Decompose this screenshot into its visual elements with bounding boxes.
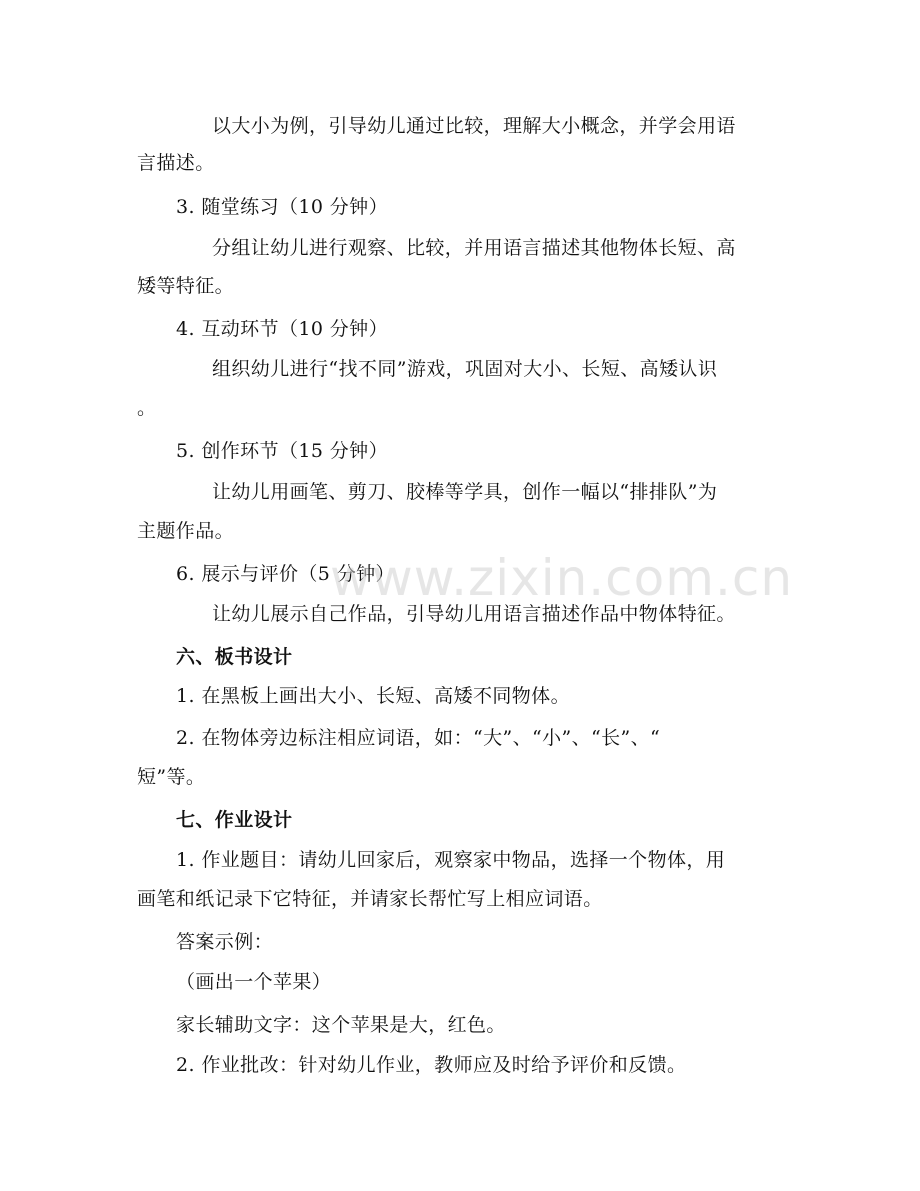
paragraph-line: 言描述。 xyxy=(137,152,215,174)
step-title: 4. 互动环节（10 分钟） xyxy=(176,318,388,340)
paragraph-line: 让幼儿展示自己作品，引导幼儿用语言描述作品中物体特征。 xyxy=(212,603,736,625)
paragraph-line: 主题作品。 xyxy=(137,520,235,542)
section-heading: 六、板书设计 xyxy=(176,646,293,668)
step-title: 3. 随堂练习（10 分钟） xyxy=(176,196,388,218)
paragraph-line: 矮等特征。 xyxy=(137,275,235,297)
section-heading: 七、作业设计 xyxy=(176,809,293,831)
list-item: 1. 作业题目：请幼儿回家后，观察家中物品，选择一个物体，用 xyxy=(176,849,726,871)
paragraph-line: 分组让幼儿进行观察、比较，并用语言描述其他物体长短、高 xyxy=(212,237,736,259)
paragraph-line: 组织幼儿进行“找不同”游戏，巩固对大小、长短、高矮认识 xyxy=(212,358,718,380)
paragraph-line: 短”等。 xyxy=(137,766,206,788)
answer-drawing-note: （画出一个苹果） xyxy=(176,971,332,993)
step-title: 6. 展示与评价（5 分钟） xyxy=(176,563,395,585)
step-title: 5. 创作环节（15 分钟） xyxy=(176,440,388,462)
answer-label: 答案示例： xyxy=(176,931,274,953)
list-item: 2. 作业批改：针对幼儿作业，教师应及时给予评价和反馈。 xyxy=(176,1054,687,1076)
paragraph-line: 画笔和纸记录下它特征，并请家长帮忙写上相应词语。 xyxy=(137,888,603,910)
paragraph-line: 让幼儿用画笔、剪刀、胶棒等学具，创作一幅以“排排队”为 xyxy=(212,481,718,503)
list-item: 1. 在黑板上画出大小、长短、高矮不同物体。 xyxy=(176,685,570,707)
paragraph-line: 。 xyxy=(137,397,157,419)
list-item: 2. 在物体旁边标注相应词语，如：“大”、“小”、“长”、“ xyxy=(176,727,661,749)
answer-text: 家长辅助文字：这个苹果是大，红色。 xyxy=(176,1014,506,1036)
paragraph-line: 以大小为例，引导幼儿通过比较，理解大小概念，并学会用语 xyxy=(212,115,736,137)
watermark: www.zixin.com.cn xyxy=(330,549,794,607)
